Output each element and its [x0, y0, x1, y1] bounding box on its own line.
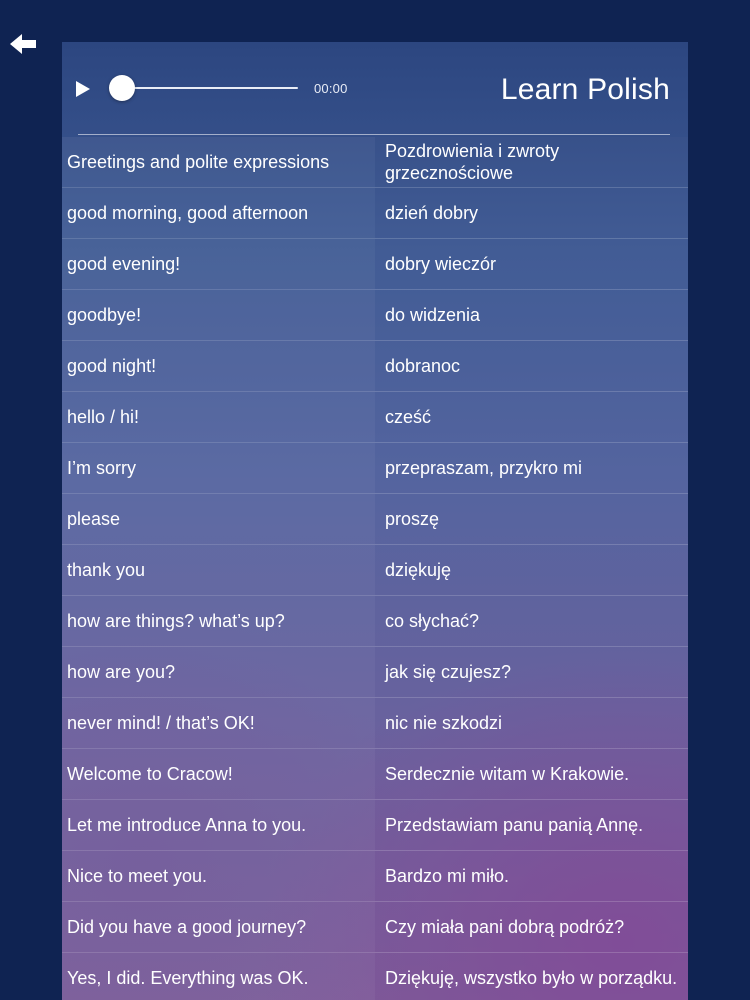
english-phrase: how are you?	[62, 647, 375, 697]
phrase-row[interactable]	[62, 596, 688, 647]
audio-progress-slider[interactable]	[122, 87, 298, 89]
english-phrase: how are things? what’s up?	[62, 596, 375, 646]
phrase-row[interactable]	[62, 392, 688, 443]
polish-phrase: Dziękuję, wszystko było w porządku.	[385, 968, 678, 988]
english-phrase: good evening!	[62, 239, 375, 289]
phrase-row[interactable]	[62, 953, 688, 1000]
phrase-row[interactable]	[62, 545, 688, 596]
phrase-table	[62, 137, 688, 1000]
phrase-row[interactable]	[62, 137, 688, 188]
polish-phrase: do widzenia	[385, 305, 481, 325]
back-arrow-icon[interactable]	[8, 30, 40, 58]
phrase-row[interactable]	[62, 698, 688, 749]
phrase-row[interactable]	[62, 647, 688, 698]
polish-phrase: dobranoc	[385, 356, 461, 376]
polish-phrase: przepraszam, przykro mi	[385, 458, 583, 478]
phrase-row[interactable]	[62, 239, 688, 290]
polish-phrase: co słychać?	[385, 611, 480, 631]
polish-phrase: jak się czujesz?	[385, 662, 512, 682]
english-phrase: Greetings and polite expressions	[62, 137, 375, 187]
polish-phrase: dziękuję	[385, 560, 452, 580]
english-phrase: Welcome to Cracow!	[62, 749, 375, 799]
english-phrase: hello / hi!	[62, 392, 375, 442]
english-phrase: goodbye!	[62, 290, 375, 340]
polish-phrase: proszę	[385, 509, 440, 529]
phrase-row[interactable]	[62, 749, 688, 800]
english-phrase: I’m sorry	[62, 443, 375, 493]
phrase-row[interactable]	[62, 341, 688, 392]
phrase-row[interactable]	[62, 902, 688, 953]
english-phrase: good morning, good afternoon	[62, 188, 375, 238]
english-phrase: thank you	[62, 545, 375, 595]
english-phrase: please	[62, 494, 375, 544]
english-phrase: Did you have a good journey?	[62, 902, 375, 952]
english-phrase: Nice to meet you.	[62, 851, 375, 901]
polish-phrase: Czy miała pani dobrą podróż?	[385, 917, 625, 937]
play-icon[interactable]	[75, 80, 91, 98]
phrase-row[interactable]	[62, 851, 688, 902]
time-label: 00:00	[314, 81, 348, 96]
english-phrase: Let me introduce Anna to you.	[62, 800, 375, 850]
slider-knob[interactable]	[109, 75, 135, 101]
polish-phrase: cześć	[385, 407, 432, 427]
polish-phrase: Pozdrowienia i zwroty grzecznościowe	[385, 141, 560, 183]
polish-phrase: Przedstawiam panu panią Annę.	[385, 815, 644, 835]
phrase-row[interactable]	[62, 800, 688, 851]
phrase-row[interactable]	[62, 188, 688, 239]
polish-phrase: dobry wieczór	[385, 254, 497, 274]
polish-phrase: nic nie szkodzi	[385, 713, 503, 733]
polish-phrase: Bardzo mi miło.	[385, 866, 510, 886]
phrase-row[interactable]	[62, 443, 688, 494]
english-phrase: never mind! / that’s OK!	[62, 698, 375, 748]
page-title: Learn Polish	[500, 73, 670, 106]
header-divider	[78, 134, 670, 135]
english-phrase: good night!	[62, 341, 375, 391]
polish-phrase: Serdecznie witam w Krakowie.	[385, 764, 630, 784]
player-header	[62, 42, 688, 136]
english-phrase: Yes, I did. Everything was OK.	[62, 953, 375, 1000]
phrase-row[interactable]	[62, 290, 688, 341]
polish-phrase: dzień dobry	[385, 203, 479, 223]
phrase-row[interactable]	[62, 494, 688, 545]
lesson-panel	[62, 42, 688, 1000]
